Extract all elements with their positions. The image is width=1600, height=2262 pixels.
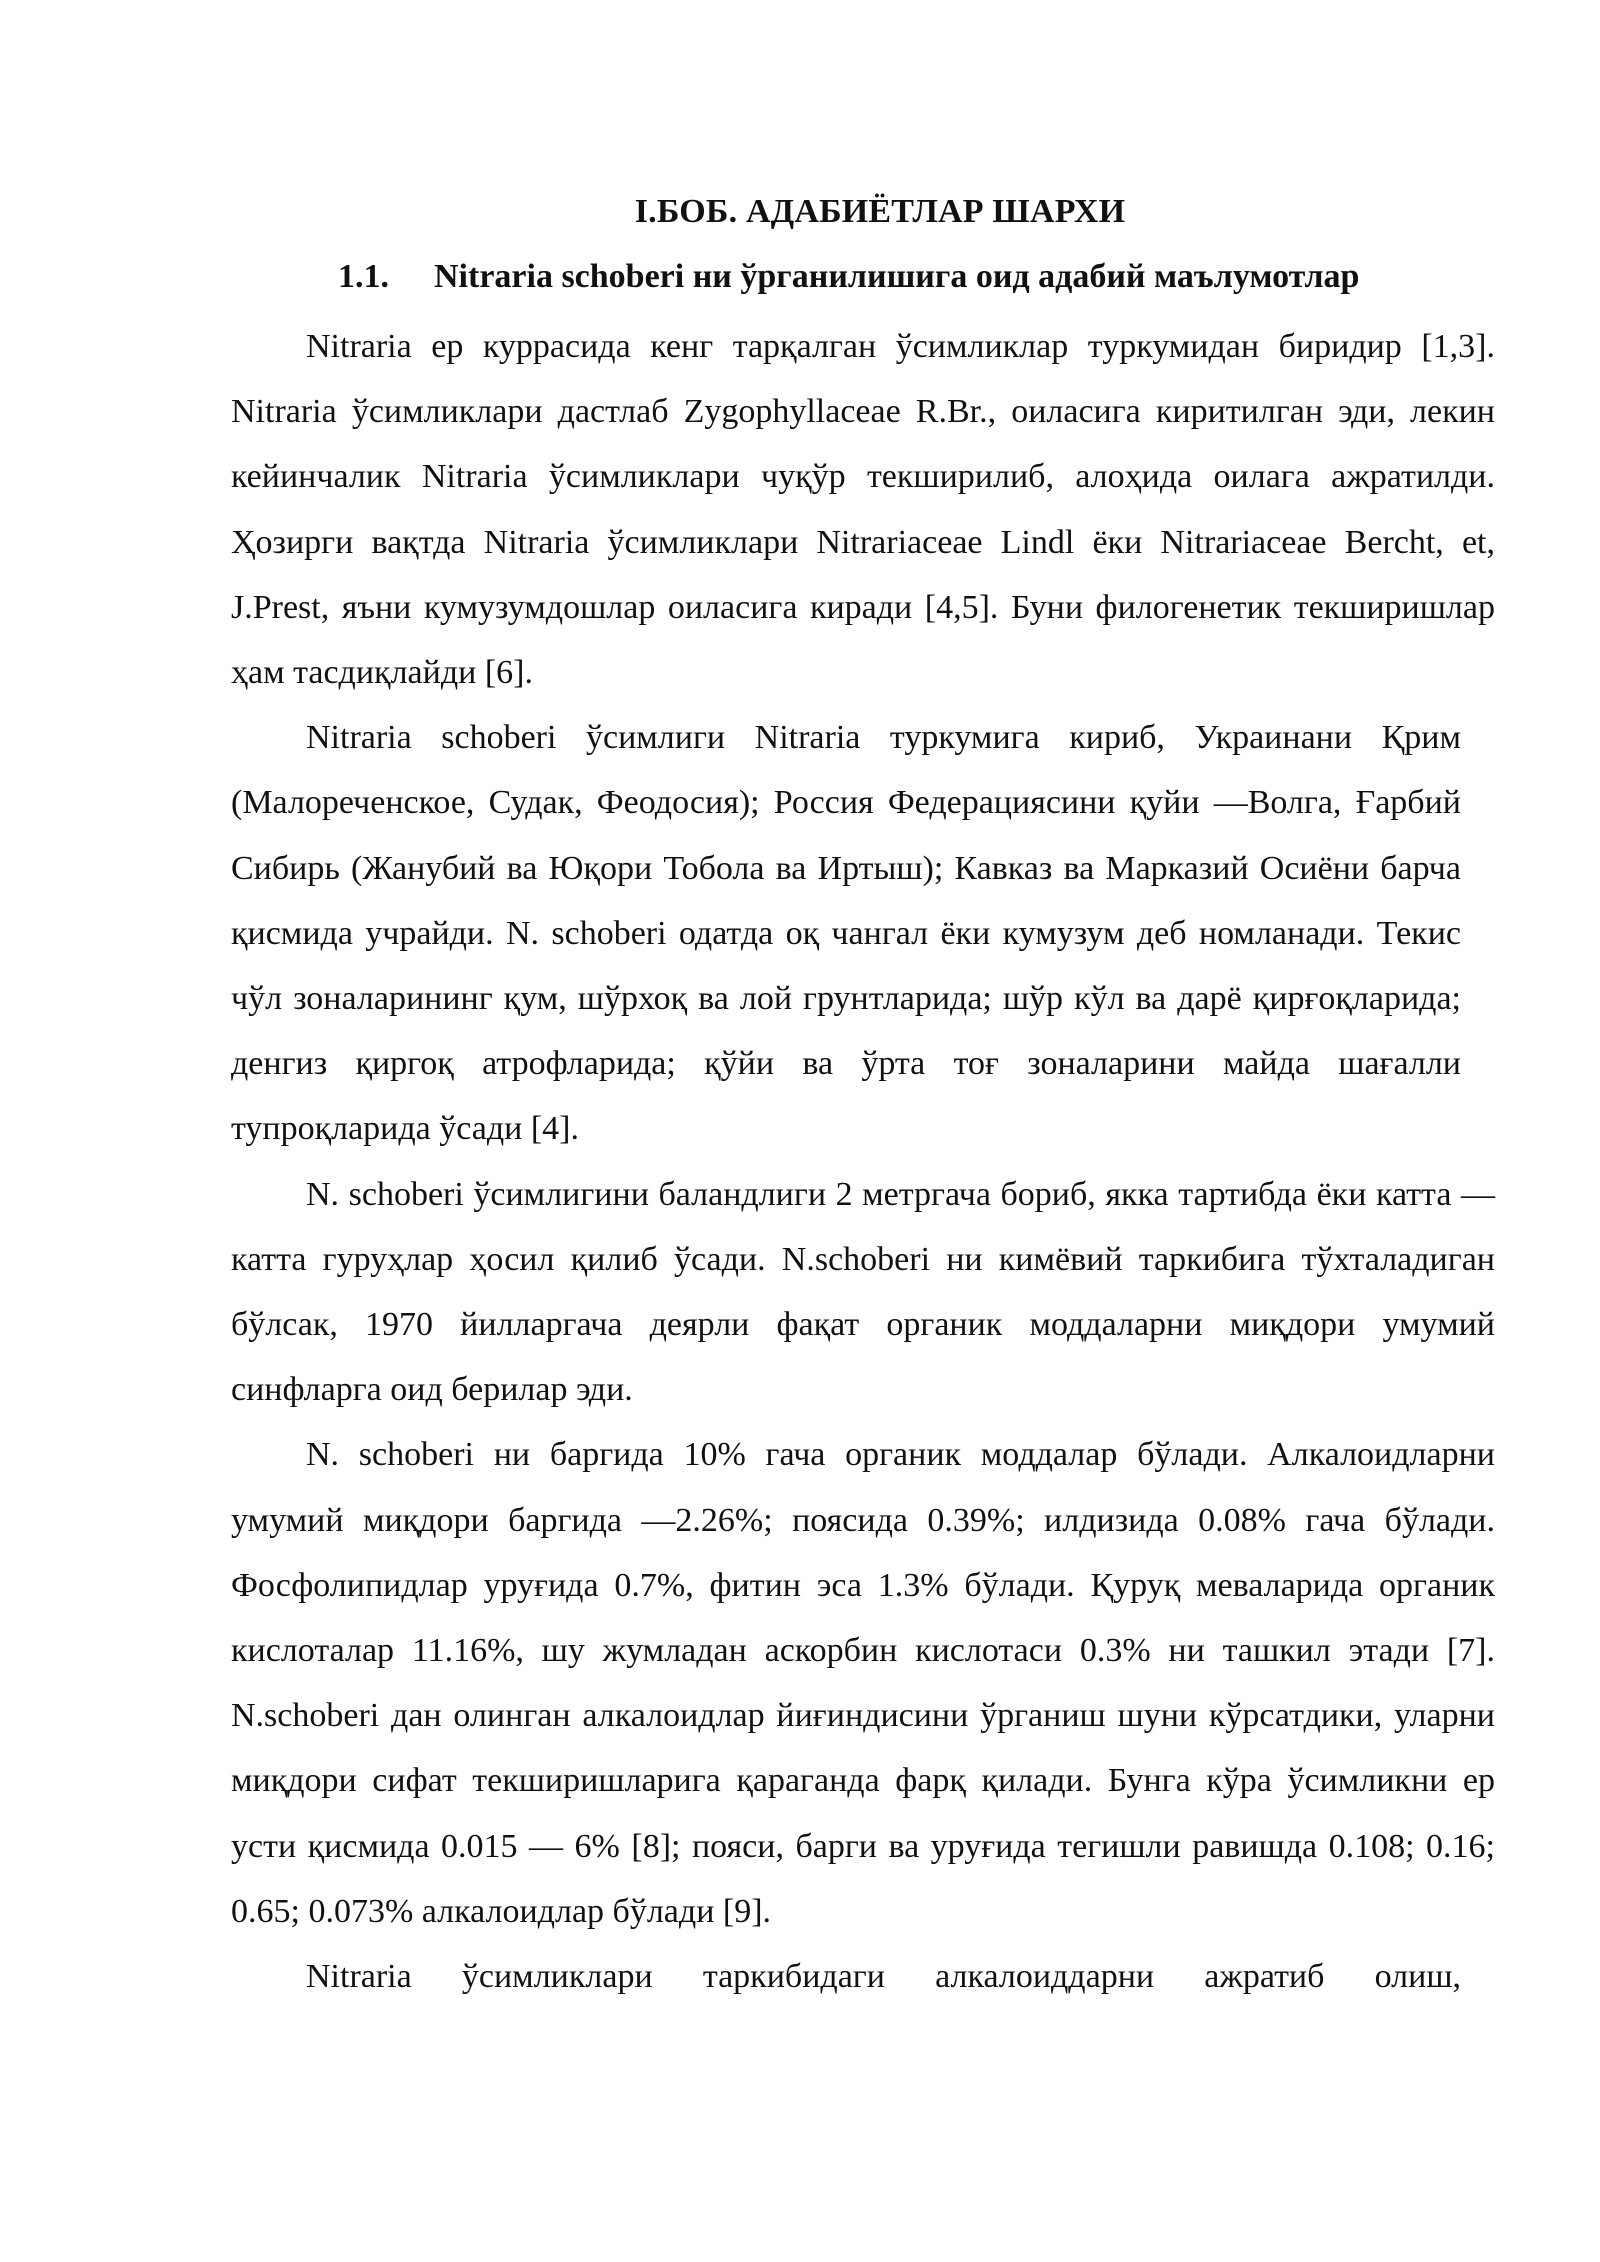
section-number: 1.1. bbox=[338, 258, 389, 295]
paragraph: N. schoberi ни баргида 10% гача органик моддалар бўлади. Алкалоидларни умумий миқдори баргида —2.26%; поясида 0.39%; илдизида 0.08% гача бўлади. Фосфолипидлар уруғида 0.7%, фитин эса 1.3% бўлади. Қуруқ меваларида органик кислоталар 11.16%, шу жумладан аскорбин кислотаси 0.3% ни ташкил этади [7]. N.schoberi дан олинган алкалоидлар йиғиндисини ўрганиш шуни кўрсатдики, уларни миқдори сифат текширишларига қараганда фарқ қилади. Бунга кўра ўсимликни ер усти қисмида 0.015 — 6% [8]; пояси, барги ва уруғида тегишли равишда 0.108; 0.16; 0.65; 0.073% алкалоидлар бўлади [9]. bbox=[231, 1436, 1495, 1930]
paragraph: Nitraria ўсимликлари таркибидаги алкалоиддарни ажратиб олиш, bbox=[306, 1958, 1461, 1996]
document-body bbox=[231, 314, 1495, 2009]
section-heading bbox=[338, 253, 1359, 301]
paragraph: Nitraria ер куррасида кенг тарқалган ўсимликлар туркумидан биридир [1,3]. Nitraria ўсимликлари дастлаб Zygophyllaceae R.Br., оиласига киритилган эди, лекин кейинчалик Nitraria ўсимликлари чуқўр текширилиб, алоҳида оилага ажратилди. Ҳозирги вақтда Nitraria ўсимликлари Nitrariaceae Lindl ёки Nitrariaceae Bercht, et, J.Prest, яъни кумузумдошлар оиласига киради [4,5]. Буни филогенетик текширишлар ҳам тасдиқлайди [6]. bbox=[231, 328, 1495, 692]
section-title: Nitraria schoberi ни ўрганилишига оид адабий маълумотлар bbox=[434, 258, 1360, 295]
chapter-title: I.БОБ. АДАБИЁТЛАР ШАРХИ bbox=[634, 193, 1126, 230]
paragraph: Nitraria schoberi ўсимлиги Nitraria туркумига кириб, Украинани Қрим (Малореченское, Судак, Феодосия); Россия Федерациясини қуйи —Волга, Ғарбий Сибирь (Жанубий ва Юқори Тобола ва Иртыш); Кавказ ва Марказий Осиёни барча қисмида учрайди. N. schoberi одатда оқ чангал ёки кумузум деб номланади. Текис чўл зоналарининг қум, шўрхоқ ва лой грунтларида; шўр кўл ва дарё қирғоқларида; денгиз қиргоқ атрофларида; қўйи ва ўрта тоғ зоналарини майда шағалли тупроқларида ўсади [4]. bbox=[231, 719, 1461, 1148]
paragraph: N. schoberi ўсимлигини баландлиги 2 метргача бориб, якка тартибда ёки катта — катта гуруҳлар ҳосил қилиб ўсади. N.schoberi ни кимёвий таркибига тўхталадиган бўлсак, 1970 йилларгача деярли фақат органик моддаларни миқдори умумий синфларга оид берилар эди. bbox=[231, 1175, 1495, 1409]
